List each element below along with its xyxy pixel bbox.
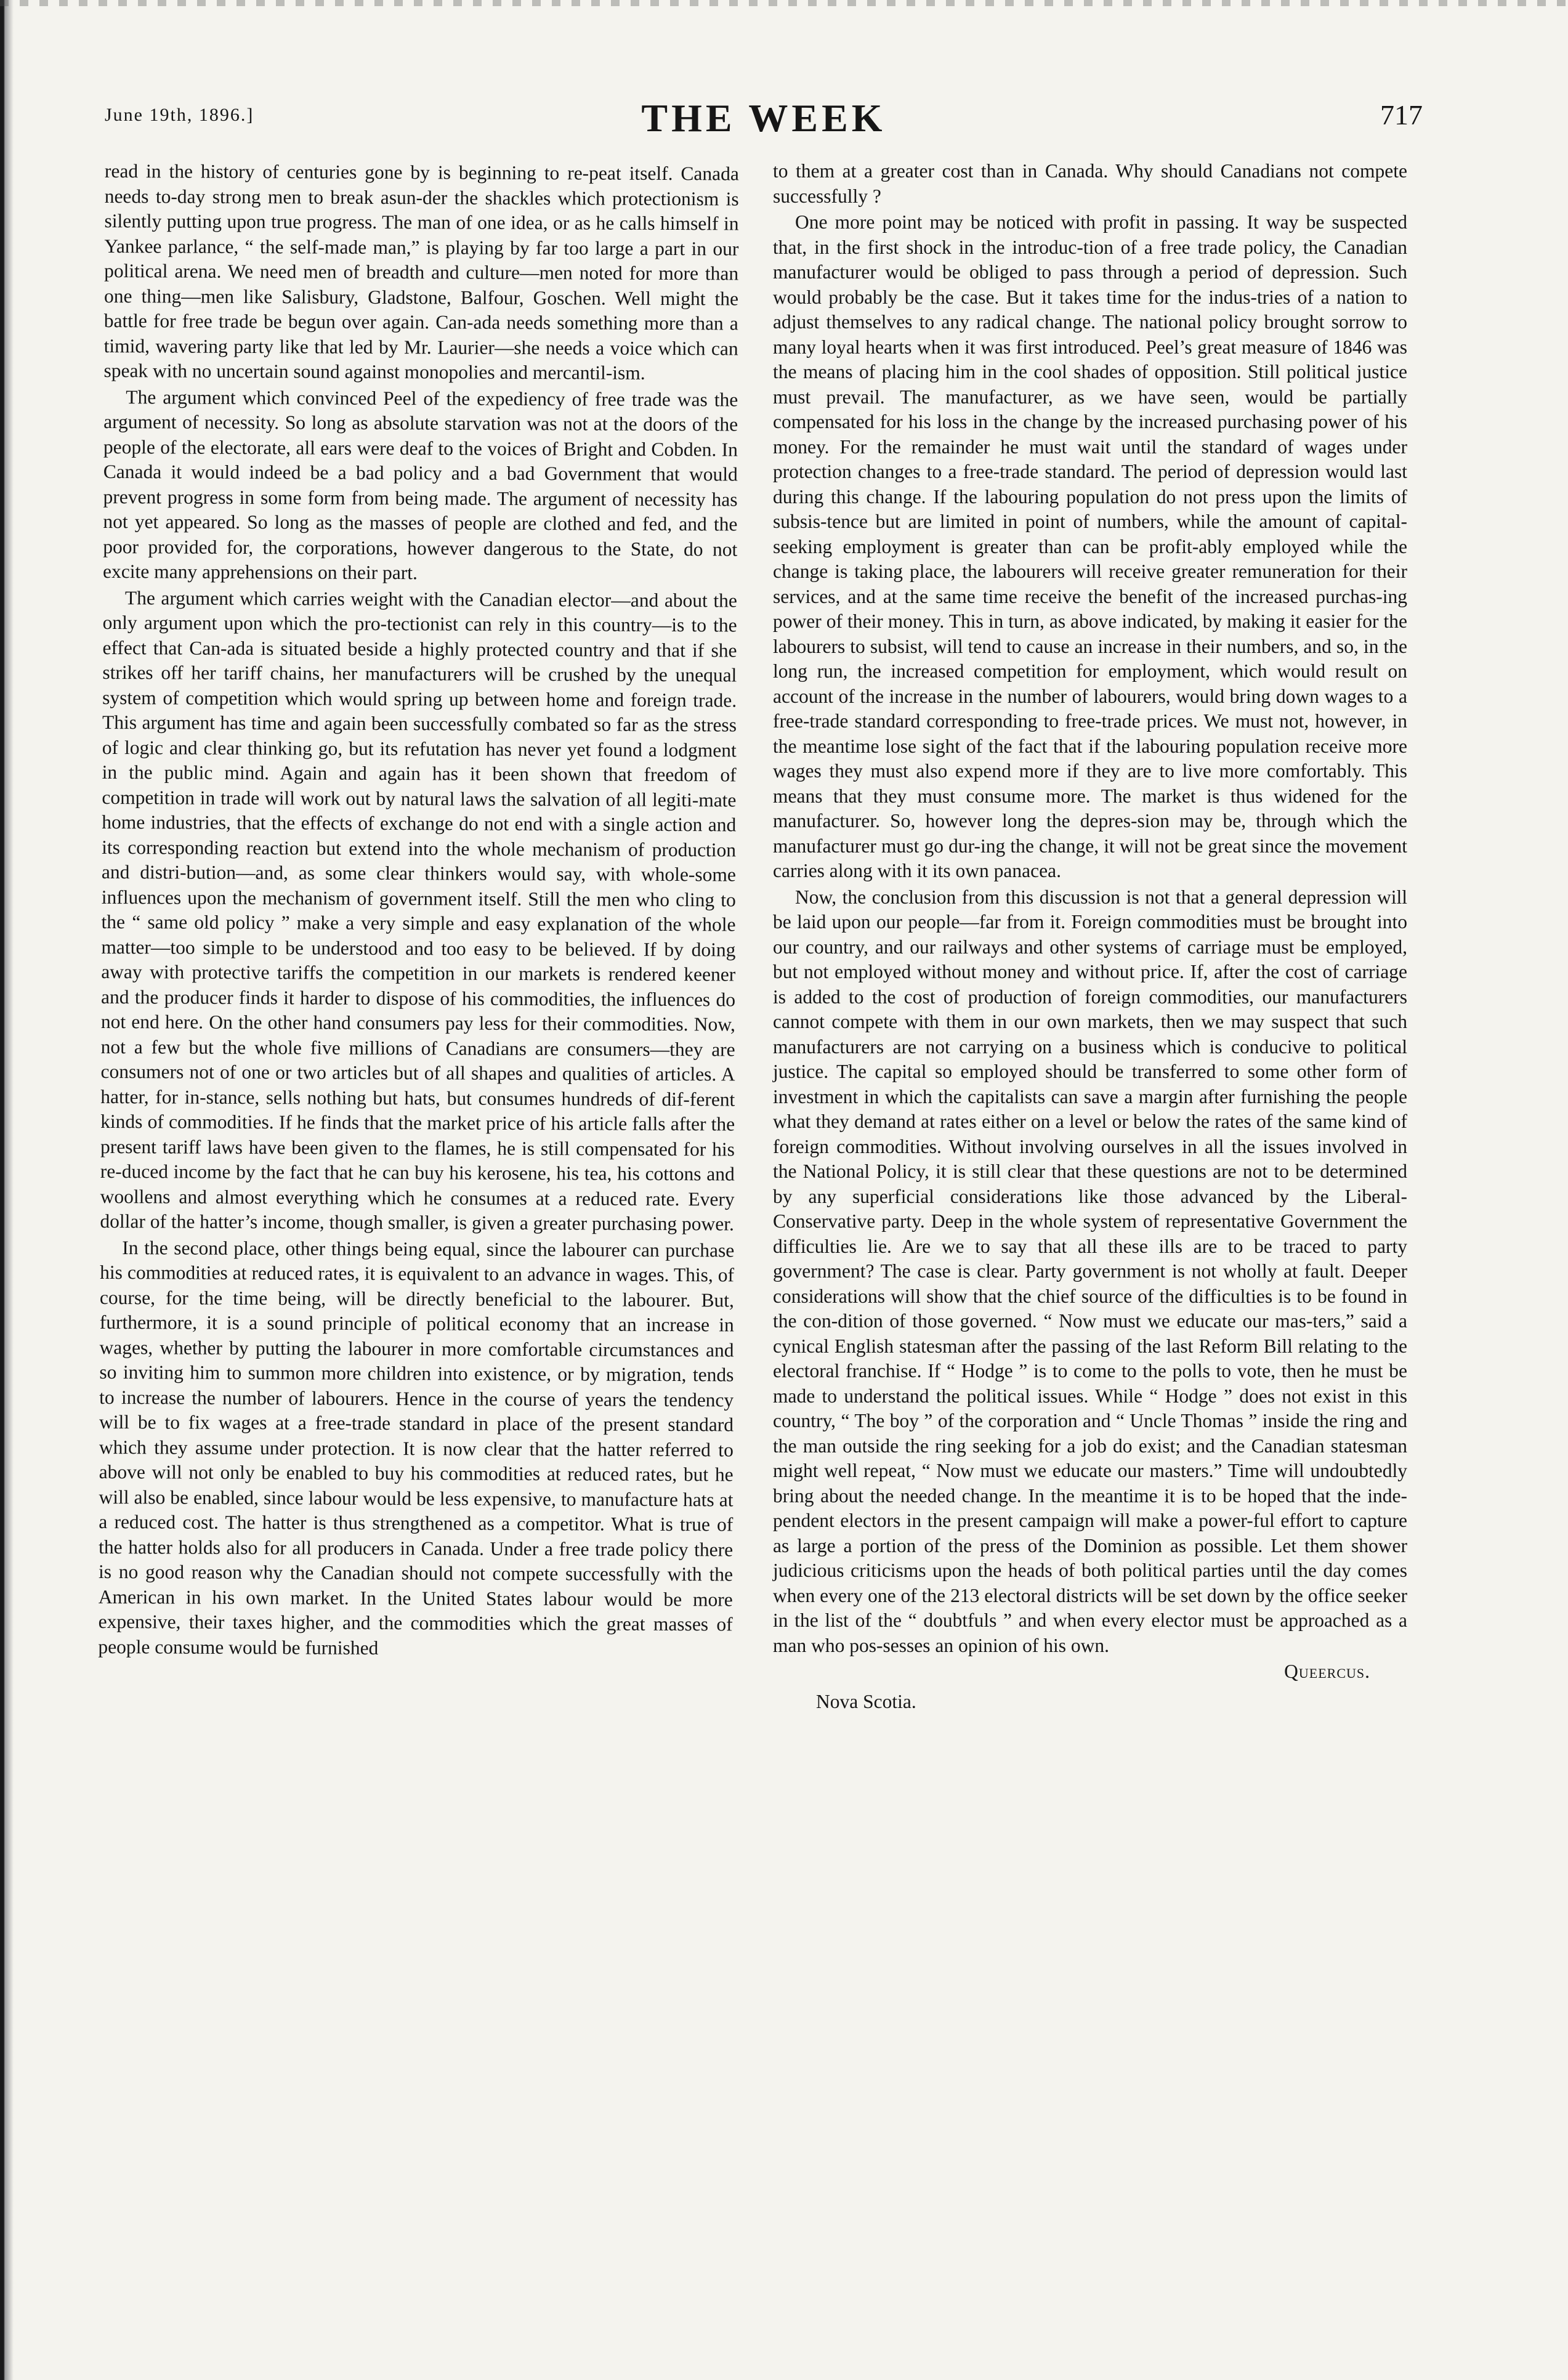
paragraph: One more point may be noticed with profit in passing. It way be suspected that, in the first shock in the introduc-tion of a free trade policy, the Canadian manufacturer would be obliged to pass through a period of depression. Such would probably be the case. But it takes time for the indus-tries of a nation to adjust themselves to any radical change. The national policy brought sorrow to many loyal hearts when it was first introduced. Peel’s great measure of 1846 was the means of placing him in the cool shades of opposition. Still political justice must prevail. The manufacturer, as we have seen, would be partially compensated for his loss in the change by the increased purchasing power of his money. For the remainder he must wait until the standard of wages under protection changes to a free-trade standard. The period of depression would last during this change. If the labouring population do not press upon the limits of subsis-tence but are limited in point of numbers, while the amount of capital-seeking employment is greater than can be profit-ably employed while the change is taking place, the labourers will receive greater remuneration for their services, and at the same time receive the benefit of the increased purchas-ing power of their money. This in turn, as above indicated, by making it easier for the labourers to subsist, will tend to cause an increase in their numbers, and so, in the long run, the increased competition for employment, which would result on account of the increase in the number of labourers, would bring down wages to a free-trade standard corresponding to free-trade prices. We must not, however, in the meantime lose sight of the fact that if the labouring population receive more wages they must also expend more if they are to live more comfortably. This means that they must consume more. The market is thus widened for the manufacturer. So, however long the depres-sion may be, through which the manufacturer must go dur-ing the change, it will not be great since the movement carries along with it its own panacea. (773, 211, 1407, 881)
journal-title: THE WEEK (641, 96, 886, 140)
paragraph: Now, the conclusion from this discussion is not that a general depression will be laid upon our people—far from it. Foreign commodities must be brought into our country, and our railways and other systems of carriage must be employed, but not employed without money and without price. If, after the cost of carriage is added to the cost of production of foreign commodities, our manufacturers cannot compete with them in our own markets, then we may suspect that such manufacturers are not carrying on a business which is conducive to political justice. The capital so employed should be transferred to some other form of investment in which the capitalists can save a margin after furnishing the people what they demand at rates either on a level or below the rates of the same kind of foreign commodities. Without involving ourselves in all the issues involved in the National Policy, it is still clear that these questions are not to be determined by any superficial considerations like those advanced by the Liberal-Conservative party. Deep in the whole system of representative Government the difficulties lie. Are we to say that all these ills are to be traced to party government? The case is clear. Party government is not wholly at fault. Deeper considerations will show that the chief source of the difficulties is to be found in the con-dition of those governed. “ Now must we educate our mas-ters,” said a cynical English statesman after the passing of the last Reform Bill relating to the electoral franchise. If “ Hodge ” is to come to the polls to vote, then he must be made to understand the political issues. While “ Hodge ” does not exist in this country, “ The boy ” of the corporation and “ Uncle Thomas ” inside the ring and the man outside the ring seeking for a job do exist; and the Canadian statesman might well repeat, “ Now must we educate our masters.” Time will undoubtedly bring about the needed change. In the meantime it is to be hoped that the inde-pendent electors in the present campaign will make a power-ful effort to capture as large a portion of the press of the Dominion as possible. Let them shower judicious criticisms upon the heads of both political parties until the day comes when every one of the 213 electoral districts will be set down by the office seeker in the list of the “ doubtfuls ” and when every elector must be approached as a man who pos-sesses an opinion of his own. (773, 886, 1407, 1656)
author-location: Nova Scotia. (816, 1690, 916, 1712)
page-number: 717 (1380, 99, 1423, 131)
paragraph: to them at a greater cost than in Canada. Why should Canadians not compete successfully ? (773, 160, 1407, 207)
right-column (773, 159, 1407, 1714)
page-binding-edge (0, 0, 14, 2380)
paragraph: In the second place, other things being equal, since the labourer can purchase his commodities at reduced rates, it is equivalent to an advance in wages. This, of course, for the time being, will be directly beneficial to the labourer. But, furthermore, it is a sound principle of political economy that an increase in wages, whether by putting the labourer in more comfortable circumstances and so inviting him to summon more children into existence, or by migration, tends to increase the number of labourers. Hence in the course of years the tendency will be to fix wages at a free-trade standard in place of the present standard which they assume under protection. It is now clear that the hatter referred to above will not only be enabled to buy his commodities at reduced rates, but he will also be enabled, since labour would be less expensive, to manufacture hats at a reduced cost. The hatter is thus strengthened as a competitor. What is true of the hatter holds also for all producers in Canada. Under a free trade policy there is no good reason why the Canadian should not compete successfully with the American in his own market. In the United States labour would be more expensive, their taxes higher, and the commodities which the great masses of people consume would be furnished (98, 1236, 735, 1659)
paragraph: The argument which convinced Peel of the expediency of free trade was the argument of necessity. So long as absolute starvation was not at the doors of the people of the electorate, all ears were deaf to the voices of Bright and Cobden. In Canada it would indeed be a bad policy and a bad Government that would prevent progress in some form from being made. The argument of necessity has not yet appeared. So long as the masses of people are clothed and fed, and the poor provided for, the corporations, however dangerous to the State, do not excite many apprehensions on their part. (103, 386, 738, 584)
author-signature: Queercus. (1284, 1661, 1370, 1682)
page-top-border (0, 0, 1568, 6)
paragraph: read in the history of centuries gone by is beginning to re-peat itself. Canada needs to-day strong men to break asun-der the shackles which protectionism is silently putting upon true progress. The man of one idea, or as he calls himself in Yankee parlance, “ the self-made man,” is playing by far too large a part in our political arena. We need men of breadth and culture—men noted for more than one thing—men like Salisbury, Gladstone, Balfour, Goschen. Well might the battle for free trade be begun over again. Can-ada needs something more than a timid, wavering party like that led by Mr. Laurier—she needs a voice which can speak with no uncertain sound against monopolies and mercantil-ism. (103, 160, 739, 384)
paragraph: The argument which carries weight with the Canadian elector—and about the only argument upon which the pro-tectionist can rely in this country—is to the effect that Can-ada is situated beside a highly protected country and that if she strikes off her tariff chains, her manufacturers will be crushed by the unequal system of competition which would spring up between home and foreign trade. This argument has time and again been successfully combated so far as the stress of logic and clear thinking go, but its refutation has never yet found a lodgment in the public mind. Again and again has it been shown that freedom of competition in trade will work out by natural laws the salvation of all legiti-mate home industries, that the effects of exchange do not end with a single action and its corresponding reaction but extend into the whole mechanism of production and distri-bution—and, as some clear thinkers would say, with whole-some influences upon the mechanism of government itself. Still the men who cling to the “ same old policy ” make a very simple and easy explanation of the whole matter—too simple to be understood and too easy to be believed. If by doing away with protective tariffs the competition in our markets is rendered keener and the producer finds it harder to dispose of his commodities, the influences do not end here. On the other hand consumers pay less for their commodities. Now, not a few but the whole five millions of Canadians are consumers—they are consumers not of one or two articles but of all shapes and qualities of articles. A hatter, for in-stance, sells nothing but hats, but consumes hundreds of dif-ferent kinds of commodities. If he finds that the market price of his article falls after the present tariff laws have been given to the flames, he is still compensated for his re-duced income by the fact that he can buy his kerosene, his tea, his cottons and woollens and almost everything which he consumes at a reduced rate. Every dollar of the hatter’s income, though smaller, is given a greater purchasing power. (100, 586, 737, 1235)
page-header (105, 92, 1423, 148)
left-column (98, 159, 739, 1662)
header-date: June 19th, 1896.] (105, 105, 254, 125)
article-signoff (773, 1659, 1407, 1685)
